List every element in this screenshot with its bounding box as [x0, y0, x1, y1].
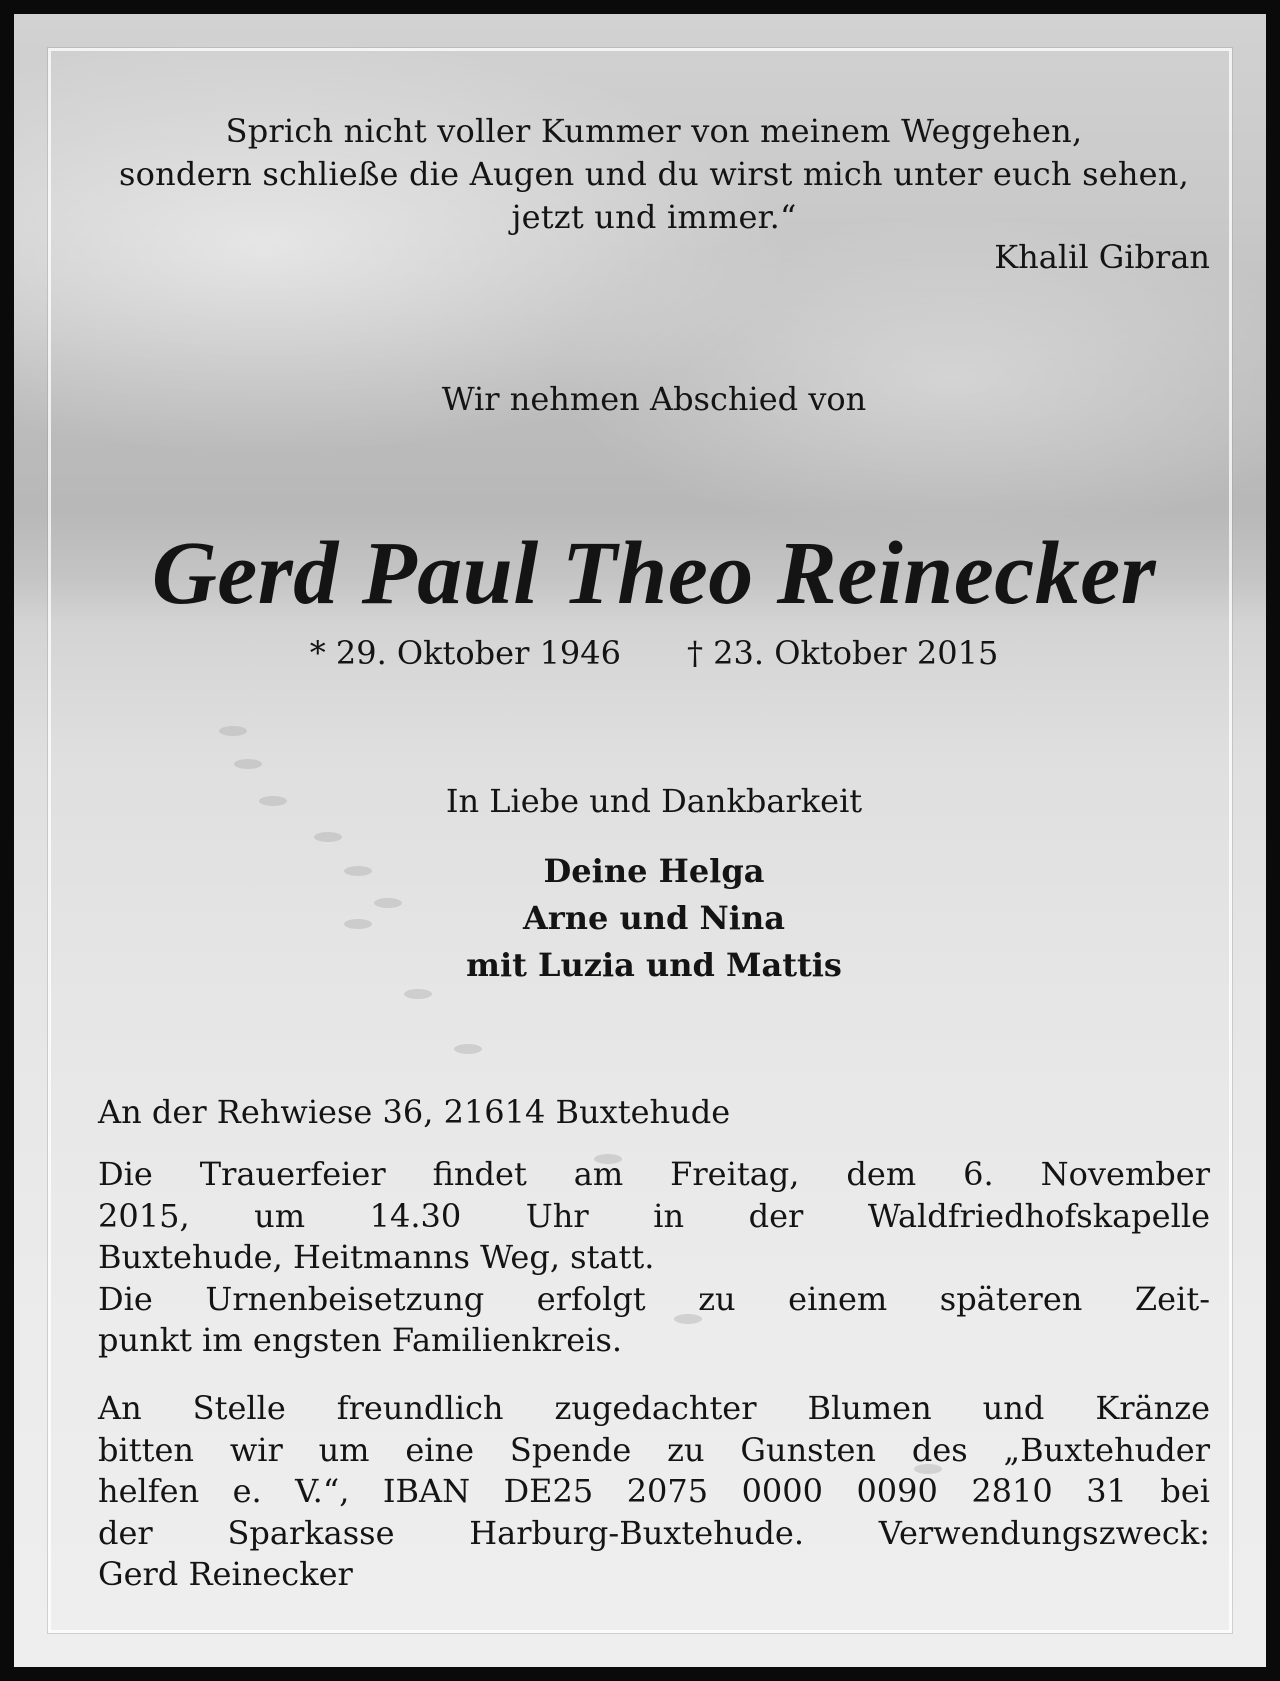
- mourner-line: Arne und Nina: [523, 899, 785, 937]
- quote-line: sondern schließe die Augen und du wirst mich unter euch sehen,: [118, 155, 1189, 193]
- address: An der Rehwiese 36, 21614 Buxtehude: [98, 1093, 731, 1131]
- donation-line: Gerd Reinecker: [98, 1555, 353, 1593]
- deceased-name: Gerd Paul Theo Reinecker: [151, 524, 1157, 623]
- quote-line: jetzt und immer.“: [511, 198, 797, 236]
- mourners-list: [98, 848, 1210, 989]
- death-date: † 23. Oktober 2015: [687, 634, 999, 672]
- ceremony-line: Die Trauerfeier findet am Freitag, dem 6. November: [98, 1155, 1210, 1193]
- donation-line: An Stelle freundlich zugedachter Blumen und Kränze: [98, 1389, 1210, 1427]
- mourner-line: mit Luzia und Mattis: [466, 946, 842, 984]
- intro-text: Wir nehmen Abschied von: [441, 380, 867, 418]
- ceremony-paragraph: [98, 1154, 1210, 1362]
- ceremony-line: Die Urnenbeisetzung erfolgt zu einem späteren Zeit-: [98, 1279, 1210, 1318]
- thanks-text: In Liebe und Dankbarkeit: [445, 782, 863, 820]
- ceremony-line: 2015, um 14.30 Uhr in der Waldfriedhofskapelle: [98, 1196, 1210, 1235]
- quote-author: Khalil Gibran: [994, 238, 1210, 276]
- quote: [98, 110, 1210, 239]
- donation-line: helfen e. V.“, IBAN DE25 2075 0000 0090 2810 31 bei: [98, 1472, 1210, 1510]
- birth-date: * 29. Oktober 1946: [309, 634, 621, 672]
- donation-line: bitten wir um eine Spende zu Gunsten des „Buxtehuder: [98, 1430, 1210, 1469]
- ceremony-line: Buxtehude, Heitmanns Weg, statt.: [98, 1238, 655, 1276]
- mourner-line: Deine Helga: [543, 852, 765, 890]
- quote-line: Sprich nicht voller Kummer von meinem Weggehen,: [225, 112, 1083, 150]
- donation-line: der Sparkasse Harburg-Buxtehude. Verwendungszweck:: [98, 1513, 1210, 1552]
- ceremony-line: punkt im engsten Familienkreis.: [98, 1321, 623, 1359]
- donation-paragraph: [98, 1388, 1210, 1596]
- life-dates: [98, 632, 1210, 675]
